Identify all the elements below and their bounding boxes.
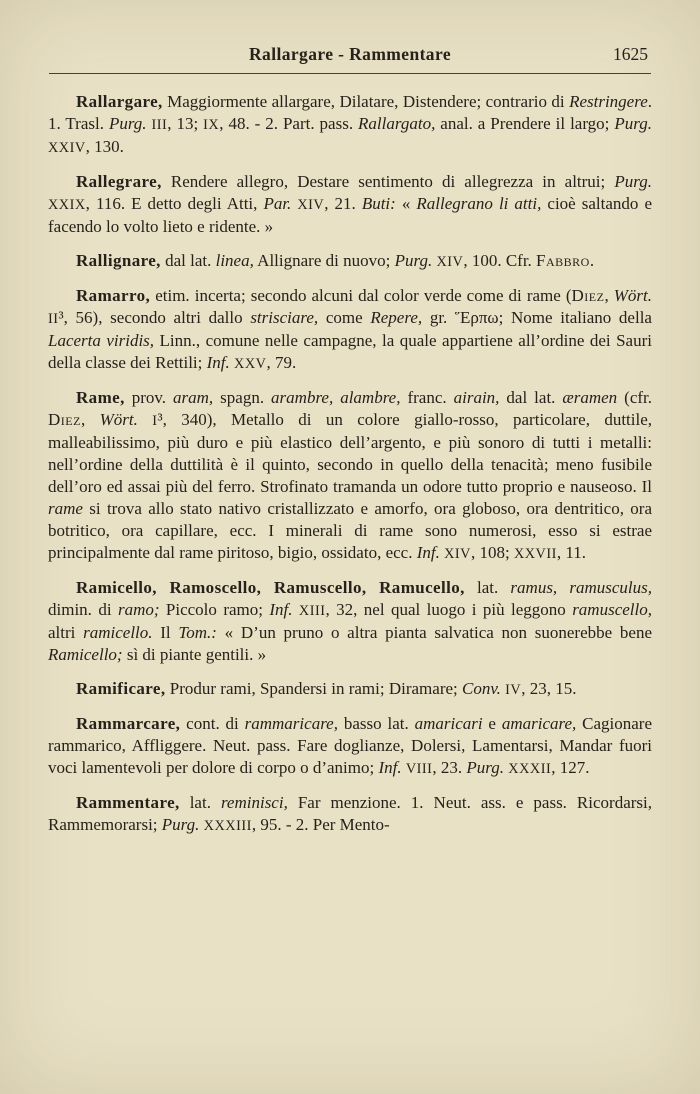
text-segment: IV bbox=[505, 682, 522, 698]
text-segment: rammaricare, bbox=[244, 714, 338, 733]
text-segment: ³, 56), secondo altri dallo bbox=[58, 308, 251, 327]
text-segment: , 21. bbox=[324, 194, 362, 213]
text-segment: Wört. bbox=[99, 410, 138, 429]
text-segment: ³, 340), Metallo di un colore giallo-rosso, particolare, duttile, malleabilissimo, più duro e più elastico dell’argento, e più sonoro di tutti i metalli: nell’ordine della duttilità è il quinto, secondo in quello della tenacità; meno fusibile dell’oro ed assai più del ferro. Strofinato tramanda un odore tutto proprio e nauseoso. Il bbox=[48, 410, 653, 496]
text-segment: XIV bbox=[444, 546, 471, 562]
headword: Rallargare, bbox=[76, 92, 163, 111]
text-segment: Maggiormente allargare, Dilatare, Distendere; contrario di bbox=[162, 92, 570, 111]
text-segment: Linn., comune nelle campagne, la quale appartiene all’ordine dei Sauri della classe dei Rettili; bbox=[48, 331, 652, 372]
text-segment: XIV bbox=[297, 197, 325, 213]
entry-paragraph bbox=[48, 387, 652, 565]
text-segment: Diez bbox=[48, 410, 81, 429]
text-segment: Cagionare rammarico, Affliggere. Neut. pass. Fare doglianze, Dolersi, Lamentarsi, Mandar fuori voci lamentevoli per dolore di corpo o d’animo; bbox=[48, 714, 653, 777]
text-segment: , 23, 15. bbox=[521, 679, 577, 698]
text-segment: . 1. Trasl. bbox=[48, 92, 652, 133]
text-segment: , 23. bbox=[432, 758, 467, 777]
text-segment: Il bbox=[152, 623, 179, 642]
header-title: Rallargare - Rammentare bbox=[249, 44, 451, 64]
text-segment: aram, bbox=[173, 388, 214, 407]
text-segment: altri bbox=[48, 623, 84, 642]
text-segment: Diez bbox=[571, 286, 605, 305]
text-segment: (cfr. bbox=[617, 388, 653, 407]
headword: Rallignare, bbox=[76, 251, 161, 270]
text-segment: Fabbro bbox=[536, 251, 590, 270]
headword: Ramarro, bbox=[76, 286, 151, 305]
text-segment: XXXII bbox=[508, 761, 552, 777]
text-segment: VIII bbox=[405, 761, 433, 777]
entry-paragraph bbox=[48, 713, 652, 780]
entry-paragraph bbox=[48, 792, 652, 837]
text-segment: Purg. bbox=[394, 251, 433, 270]
text-segment: Ramicello; bbox=[48, 645, 123, 664]
running-header bbox=[48, 42, 652, 66]
headword: Rallegrare, bbox=[76, 172, 162, 191]
text-segment: , bbox=[80, 410, 100, 429]
text-segment: Inf. bbox=[269, 600, 293, 619]
text-segment: . bbox=[589, 251, 595, 270]
text-segment: dal lat. bbox=[160, 251, 216, 270]
headword: Rammentare, bbox=[76, 793, 180, 812]
text-segment: Rendere allegro, Destare sentimento di allegrezza in altrui; bbox=[161, 172, 615, 191]
text-segment: lat. bbox=[179, 793, 221, 812]
text-segment: « bbox=[395, 194, 417, 213]
text-segment: Par. bbox=[263, 194, 292, 213]
text-segment: , 108; bbox=[470, 543, 514, 562]
text-segment: spagn. bbox=[213, 388, 272, 407]
text-segment: e bbox=[482, 714, 502, 733]
entry-paragraph bbox=[48, 678, 652, 701]
text-segment: , 127. bbox=[551, 758, 590, 777]
text-segment: XXIV bbox=[48, 140, 86, 156]
text-segment: Inf. bbox=[206, 353, 230, 372]
text-segment: æramen bbox=[562, 388, 618, 407]
text-segment: IX bbox=[203, 117, 220, 133]
text-segment: ramicello. bbox=[83, 623, 153, 642]
text-segment: arambre, alambre, bbox=[271, 388, 401, 407]
text-segment: dal lat. bbox=[499, 388, 563, 407]
text-segment: reminisci, bbox=[220, 793, 288, 812]
page-number: 1625 bbox=[613, 44, 648, 64]
text-segment: XIV bbox=[436, 254, 464, 270]
text-segment: come bbox=[318, 308, 371, 327]
text-segment: amaricare, bbox=[501, 714, 577, 733]
headword: Rame, bbox=[76, 388, 125, 407]
text-segment: Far menzione. 1. Neut. ass. e pass. Ricordarsi, Rammemorarsi; bbox=[48, 793, 652, 834]
text-segment: sì di piante gentili. » bbox=[122, 645, 267, 664]
text-segment: , bbox=[604, 286, 614, 305]
text-segment: III bbox=[151, 117, 168, 133]
entry-paragraph bbox=[48, 285, 652, 375]
text-segment: anal. a Prendere il largo; bbox=[435, 114, 615, 133]
text-segment: , 79. bbox=[266, 353, 297, 372]
text-segment: Purg. bbox=[614, 114, 652, 133]
text-segment: Rallargato, bbox=[358, 114, 436, 133]
text-segment: etim. incerta; secondo alcuni dal color verde come di rame ( bbox=[150, 286, 572, 305]
text-segment: lat. bbox=[464, 578, 511, 597]
text-segment: , 116. E detto degli Atti, bbox=[85, 194, 264, 213]
text-segment: airain, bbox=[453, 388, 500, 407]
entry-paragraph bbox=[48, 577, 652, 666]
text-segment: basso lat. bbox=[337, 714, 415, 733]
text-segment: ramus, ramusculus, bbox=[510, 578, 653, 597]
headword: Ramicello, Ramoscello, Ramuscello, Ramucello, bbox=[76, 578, 465, 597]
text-segment: Purg. bbox=[161, 815, 200, 834]
text-segment: Purg. bbox=[614, 172, 652, 191]
text-segment: rame bbox=[48, 499, 83, 518]
text-segment: cont. di bbox=[180, 714, 245, 733]
text-segment: Wört. bbox=[613, 286, 653, 305]
text-segment: prov. bbox=[124, 388, 174, 407]
text-segment: gr. Ἕρπω; Nome italiano della bbox=[422, 308, 652, 327]
text-segment: ramo; bbox=[117, 600, 160, 619]
text-segment: « D’un pruno o altra pianta salvatica non suonerebbe bene bbox=[216, 623, 652, 642]
text-segment: I bbox=[152, 413, 158, 429]
text-segment bbox=[138, 410, 152, 429]
text-segment: Purg. bbox=[108, 114, 147, 133]
text-segment: amaricari bbox=[414, 714, 483, 733]
text-segment: Tom.: bbox=[178, 623, 217, 642]
text-segment: XXXIII bbox=[203, 818, 252, 834]
header-rule bbox=[49, 73, 651, 74]
text-segment: ramuscello, bbox=[572, 600, 652, 619]
text-segment: , 95. - 2. Per Mento- bbox=[251, 815, 390, 834]
entries bbox=[48, 91, 652, 837]
text-segment: Buti: bbox=[361, 194, 396, 213]
text-segment: dimin. di bbox=[48, 600, 118, 619]
text-segment: , 100. Cfr. bbox=[463, 251, 537, 270]
text-segment: Piccolo ramo; bbox=[159, 600, 270, 619]
text-segment: , 130. bbox=[85, 137, 124, 156]
text-segment: , 32, nel qual luogo i più leggono bbox=[325, 600, 573, 619]
text-segment: Restringere bbox=[569, 92, 648, 111]
text-segment: Lacerta viridis, bbox=[48, 331, 155, 350]
text-segment: XXV bbox=[234, 356, 267, 372]
text-segment: Rallegrano li atti, bbox=[416, 194, 542, 213]
text-segment: strisciare, bbox=[250, 308, 319, 327]
text-segment: Inf. bbox=[416, 543, 440, 562]
entry-paragraph bbox=[48, 250, 652, 273]
text-segment: , 48. - 2. Part. pass. bbox=[219, 114, 359, 133]
text-segment: franc. bbox=[400, 388, 454, 407]
text-segment: cioè saltando e facendo lo volto lieto e ridente. » bbox=[48, 194, 653, 236]
entry-paragraph bbox=[48, 91, 652, 159]
text-segment: II bbox=[48, 311, 59, 327]
entry-paragraph bbox=[48, 171, 652, 238]
text-segment: XIII bbox=[298, 603, 326, 619]
text-segment: , 11. bbox=[556, 543, 586, 562]
text-segment: Allignare di nuovo; bbox=[253, 251, 395, 270]
text-segment: , 13; bbox=[167, 114, 204, 133]
text-segment: XXVII bbox=[513, 546, 557, 562]
text-segment: XXIX bbox=[48, 197, 86, 213]
text-segment: Produr rami, Spandersi in rami; Diramare; bbox=[165, 679, 463, 698]
text-segment: Repere, bbox=[370, 308, 423, 327]
headword: Ramificare, bbox=[76, 679, 166, 698]
headword: Rammarcare, bbox=[76, 714, 181, 733]
text-segment: si trova allo stato nativo cristallizzato e amorfo, ora globoso, ora dentritico, ora botritico, ora capillare, ecc. I minerali di rame sono numerosi, esso si estrae principalmente dal rame piritoso, bigio, ossidato, ecc. bbox=[48, 499, 652, 562]
text-segment: Purg. bbox=[466, 758, 505, 777]
text-segment: Inf. bbox=[378, 758, 402, 777]
text-segment: linea, bbox=[215, 251, 254, 270]
text-segment: Conv. bbox=[462, 679, 501, 698]
